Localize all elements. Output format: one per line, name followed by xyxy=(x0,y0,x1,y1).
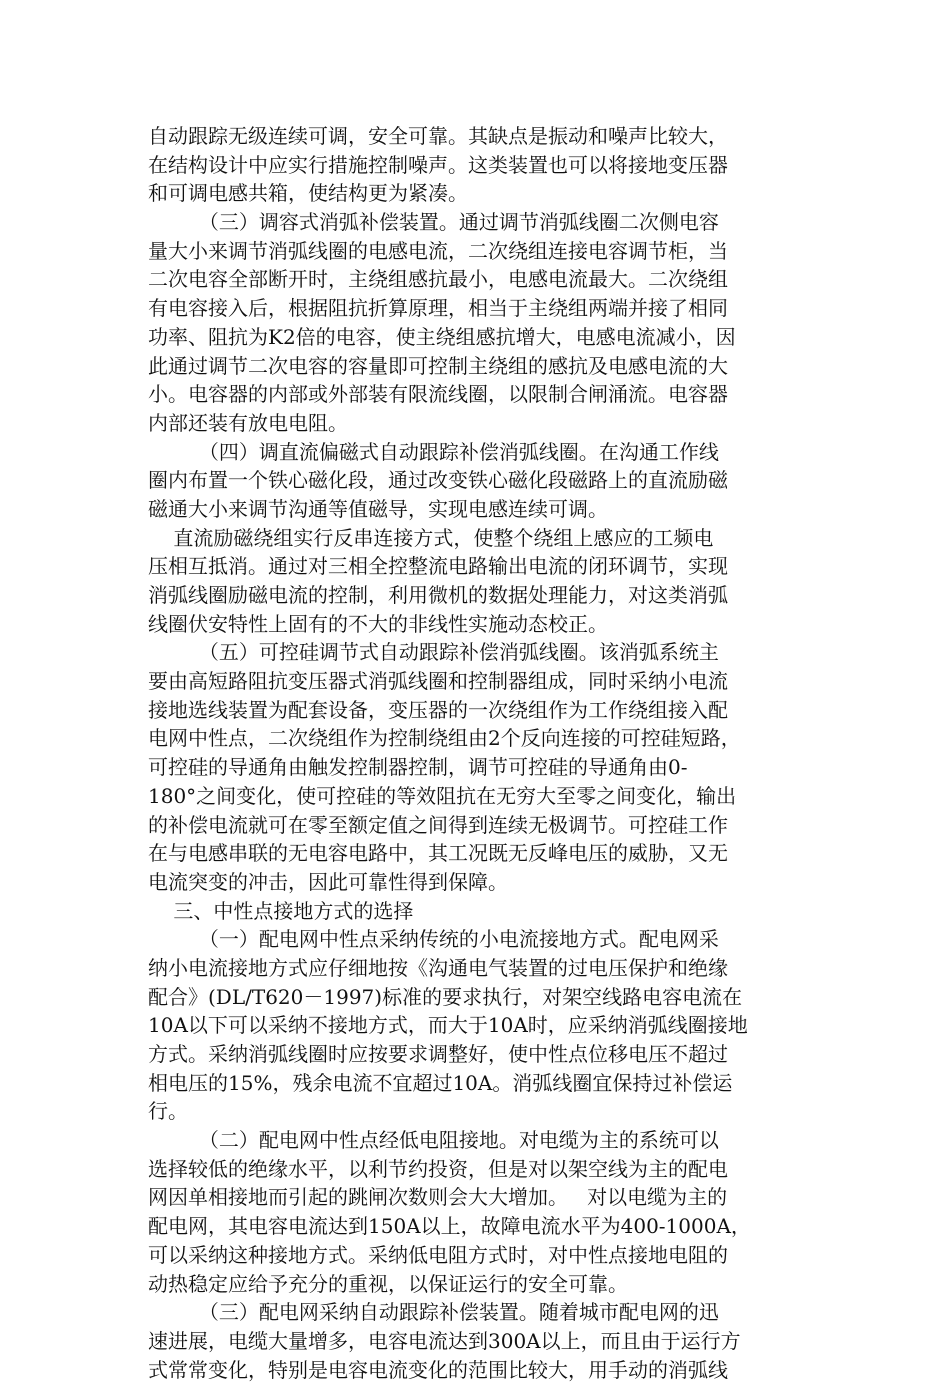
text-line: 行。 xyxy=(148,1099,188,1124)
text-line: 功率、阻抗为K2倍的电容，使主绕组感抗增大，电感电流减小，因 xyxy=(148,324,736,349)
text-line: 内部还装有放电电阻。 xyxy=(148,410,348,435)
text-line: （五）可控硅调节式自动跟踪补偿消弧线圈。该消弧系统主 xyxy=(148,640,719,665)
text-line: （二）配电网中性点经低电阻接地。对电缆为主的系统可以 xyxy=(148,1128,719,1153)
text-line: 电网中性点，二次绕组作为控制绕组由2个反向连接的可控硅短路， xyxy=(148,726,741,751)
text-line: 10A以下可以采纳不接地方式，而大于10A时，应采纳消弧线圈接地 xyxy=(148,1013,748,1038)
text-line: 接地选线装置为配套设备，变压器的一次绕组作为工作绕组接入配 xyxy=(148,697,728,722)
text-line: 二次电容全部断开时，主绕组感抗最小，电感电流最大。二次绕组 xyxy=(148,267,728,292)
text-line: 网因单相接地而引起的跳闸次数则会大大增加。 对以电缆为主的 xyxy=(148,1185,728,1210)
text-line: 小。电容器的内部或外部装有限流线圈，以限制合闸涌流。电容器 xyxy=(148,382,728,407)
text-line: 量大小来调节消弧线圈的电感电流，二次绕组连接电容调节柜，当 xyxy=(148,238,728,263)
text-line: 方式。采纳消弧线圈时应按要求调整好，使中性点位移电压不超过 xyxy=(148,1042,728,1066)
text-line: 180°之间变化，使可控硅的等效阻抗在无穷大至零之间变化，输出 xyxy=(148,783,737,808)
text-line: 配电网，其电容电流达到150A以上，故障电流水平为400-1000A， xyxy=(148,1214,751,1239)
text-line: 纳小电流接地方式应仔细地按《沟通电气装置的过电压保护和绝缘 xyxy=(148,955,728,980)
text-line: 选择较低的绝缘水平，以利节约投资，但是对以架空线为主的配电 xyxy=(148,1156,728,1181)
text-line: 线圈伏安特性上固有的不大的非线性实施动态校正。 xyxy=(148,611,608,636)
text-line: 压相互抵消。通过对三相全控整流电路输出电流的闭环调节，实现 xyxy=(148,554,728,579)
text-line: 在与电感串联的无电容电路中，其工况既无反峰电压的威胁，又无 xyxy=(148,841,728,866)
text-line: 消弧线圈励磁电流的控制，利用微机的数据处理能力，对这类消弧 xyxy=(148,583,728,607)
text-line: 和可调电感共箱，使结构更为紧凑。 xyxy=(148,181,468,206)
text-line: 的补偿电流就可在零至额定值之间得到连续无极调节。可控硅工作 xyxy=(148,812,728,837)
text-line: （三）调容式消弧补偿装置。通过调节消弧线圈二次侧电容 xyxy=(148,210,719,235)
text-line: 电流突变的冲击，因此可靠性得到保障。 xyxy=(148,869,508,894)
text-line: （三）配电网采纳自动跟踪补偿装置。随着城市配电网的迅 xyxy=(148,1300,719,1325)
text-line: 可以采纳这种接地方式。采纳低电阻方式时，对中性点接地电阻的 xyxy=(148,1242,728,1267)
text-line: （四）调直流偏磁式自动跟踪补偿消弧线圈。在沟通工作线 xyxy=(148,439,719,464)
text-line: 圈内布置一个铁心磁化段，通过改变铁心磁化段磁路上的直流励磁 xyxy=(148,468,728,493)
text-line: （一）配电网中性点采纳传统的小电流接地方式。配电网采 xyxy=(148,927,719,952)
text-line: 动热稳定应给予充分的重视，以保证运行的安全可靠。 xyxy=(148,1271,628,1296)
text-line: 配合》(DL/T620－1997)标准的要求执行，对架空线路电容电流在 xyxy=(148,984,743,1009)
text-line: 速进展，电缆大量增多，电容电流达到300A以上，而且由于运行方 xyxy=(148,1328,741,1353)
text-line: 有电容接入后，根据阻抗折算原理，相当于主绕组两端并接了相同 xyxy=(148,296,728,321)
text-line: 直流励磁绕组实行反串连接方式，使整个绕组上感应的工频电 xyxy=(148,525,714,550)
text-line: 自动跟踪无级连续可调，安全可靠。其缺点是振动和噪声比较大， xyxy=(148,124,728,148)
text-line: 相电压的15%，残余电流不宜超过10A。消弧线圈宜保持过补偿运 xyxy=(148,1070,733,1095)
document-body xyxy=(148,122,808,1384)
text-line: 在结构设计中应实行措施控制噪声。这类装置也可以将接地变压器 xyxy=(148,152,728,177)
text-line: 式常常变化，特别是电容电流变化的范围比较大，用手动的消弧线 xyxy=(148,1357,728,1382)
text-line: 磁通大小来调节沟通等值磁导，实现电感连续可调。 xyxy=(148,496,608,521)
text-line: 可控硅的导通角由触发控制器控制，调节可控硅的导通角由0- xyxy=(148,755,688,780)
text-line: 要由高短路阻抗变压器式消弧线圈和控制器组成，同时采纳小电流 xyxy=(148,669,728,694)
text-line: 此通过调节二次电容的容量即可控制主绕组的感抗及电感电流的大 xyxy=(148,353,728,378)
section-heading: 三、中性点接地方式的选择 xyxy=(148,898,414,923)
